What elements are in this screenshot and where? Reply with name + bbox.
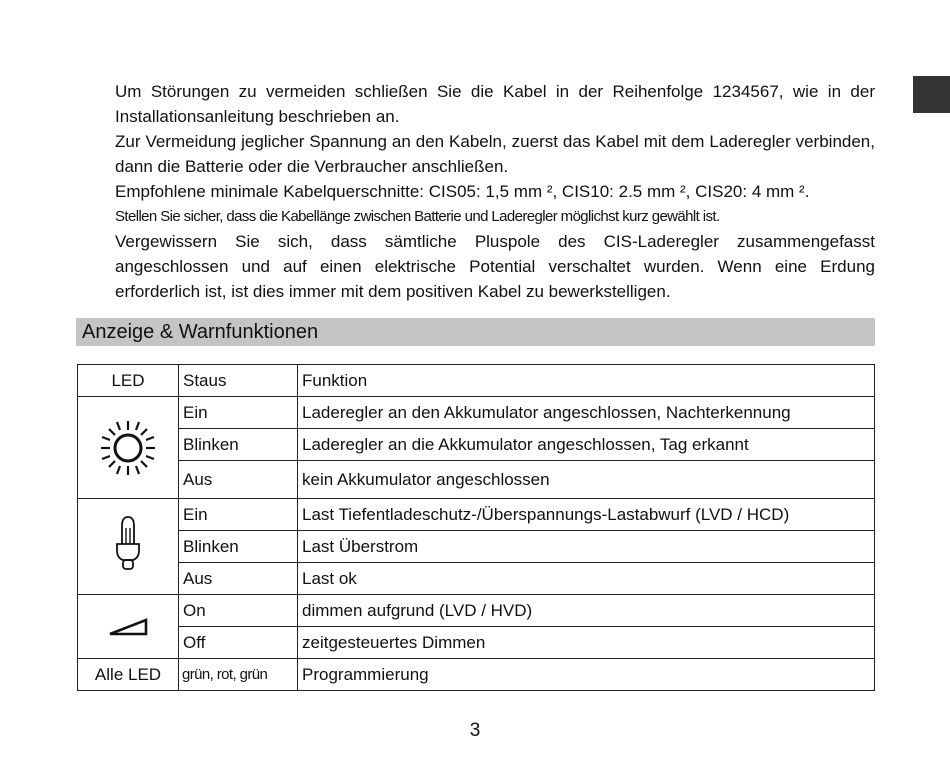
sun-icon bbox=[98, 416, 158, 480]
chapter-tab-marker bbox=[913, 76, 950, 113]
led-cell-sun bbox=[78, 397, 179, 499]
status-cell: Ein bbox=[179, 397, 298, 429]
table-row bbox=[78, 429, 875, 461]
header-led: LED bbox=[78, 365, 179, 397]
table-row bbox=[78, 563, 875, 595]
function-cell: Laderegler an die Akkumulator angeschlossen, Tag erkannt bbox=[298, 429, 875, 461]
paragraph-voltage-avoidance: Zur Vermeidung jeglicher Spannung an den Kabeln, zuerst das Kabel mit dem Laderegler verbinden, dann die Batterie oder die Verbraucher anschließen. bbox=[115, 132, 875, 176]
table-header-row bbox=[78, 365, 875, 397]
led-cell-all: Alle LED bbox=[78, 659, 179, 691]
function-cell: Last Tiefentladeschutz-/Überspannungs-Lastabwurf (LVD / HCD) bbox=[298, 499, 875, 531]
table-row bbox=[78, 595, 875, 627]
led-function-table bbox=[77, 364, 875, 691]
function-cell: zeitgesteuertes Dimmen bbox=[298, 627, 875, 659]
status-cell: Ein bbox=[179, 499, 298, 531]
header-function: Funktion bbox=[298, 365, 875, 397]
page-number: 3 bbox=[469, 720, 481, 741]
status-cell: Off bbox=[179, 627, 298, 659]
table-row bbox=[78, 627, 875, 659]
function-cell: Laderegler an den Akkumulator angeschlossen, Nachterkennung bbox=[298, 397, 875, 429]
status-cell: Aus bbox=[179, 461, 298, 499]
function-cell: dimmen aufgrund (LVD / HVD) bbox=[298, 595, 875, 627]
paragraph-cable-order: Um Störungen zu vermeiden schließen Sie die Kabel in der Reihenfolge 1234567, wie in der Installationsanleitung beschrieben an. bbox=[115, 82, 875, 126]
led-cell-dimmer bbox=[78, 595, 179, 659]
header-status: Staus bbox=[179, 365, 298, 397]
dimmer-ramp-icon bbox=[106, 616, 150, 638]
bulb-icon bbox=[111, 514, 145, 580]
table-row bbox=[78, 499, 875, 531]
paragraph-cable-cross-sections: Empfohlene minimale Kabelquerschnitte: CIS05: 1,5 mm ², CIS10: 2.5 mm ², CIS20: 4 mm ². bbox=[115, 182, 810, 201]
table-row bbox=[78, 659, 875, 691]
status-cell: On bbox=[179, 595, 298, 627]
status-cell: Blinken bbox=[179, 531, 298, 563]
paragraph-cable-length: Stellen Sie sicher, dass die Kabellänge zwischen Batterie und Laderegler möglichst kurz gewählt ist. bbox=[115, 208, 720, 225]
function-cell: Programmierung bbox=[298, 659, 875, 691]
function-cell: Last Überstrom bbox=[298, 531, 875, 563]
table-row bbox=[78, 531, 875, 563]
section-heading: Anzeige & Warnfunktionen bbox=[76, 318, 875, 346]
instructions-text bbox=[115, 79, 875, 304]
table-row bbox=[78, 397, 875, 429]
status-cell: Aus bbox=[179, 563, 298, 595]
table-row bbox=[78, 461, 875, 499]
status-cell: Blinken bbox=[179, 429, 298, 461]
function-cell: Last ok bbox=[298, 563, 875, 595]
led-cell-bulb bbox=[78, 499, 179, 595]
paragraph-positive-poles: Vergewissern Sie sich, dass sämtliche Pluspole des CIS-Laderegler zusammengefasst angeschlossen und auf einen elektrische Potential verschaltet wurden. Wenn eine Erdung erforderlich ist, ist dies immer mit dem positiven Kabel zu bewerkstelligen. bbox=[115, 232, 875, 301]
function-cell: kein Akkumulator angeschlossen bbox=[298, 461, 875, 499]
status-cell: grün, rot, grün bbox=[179, 659, 298, 691]
